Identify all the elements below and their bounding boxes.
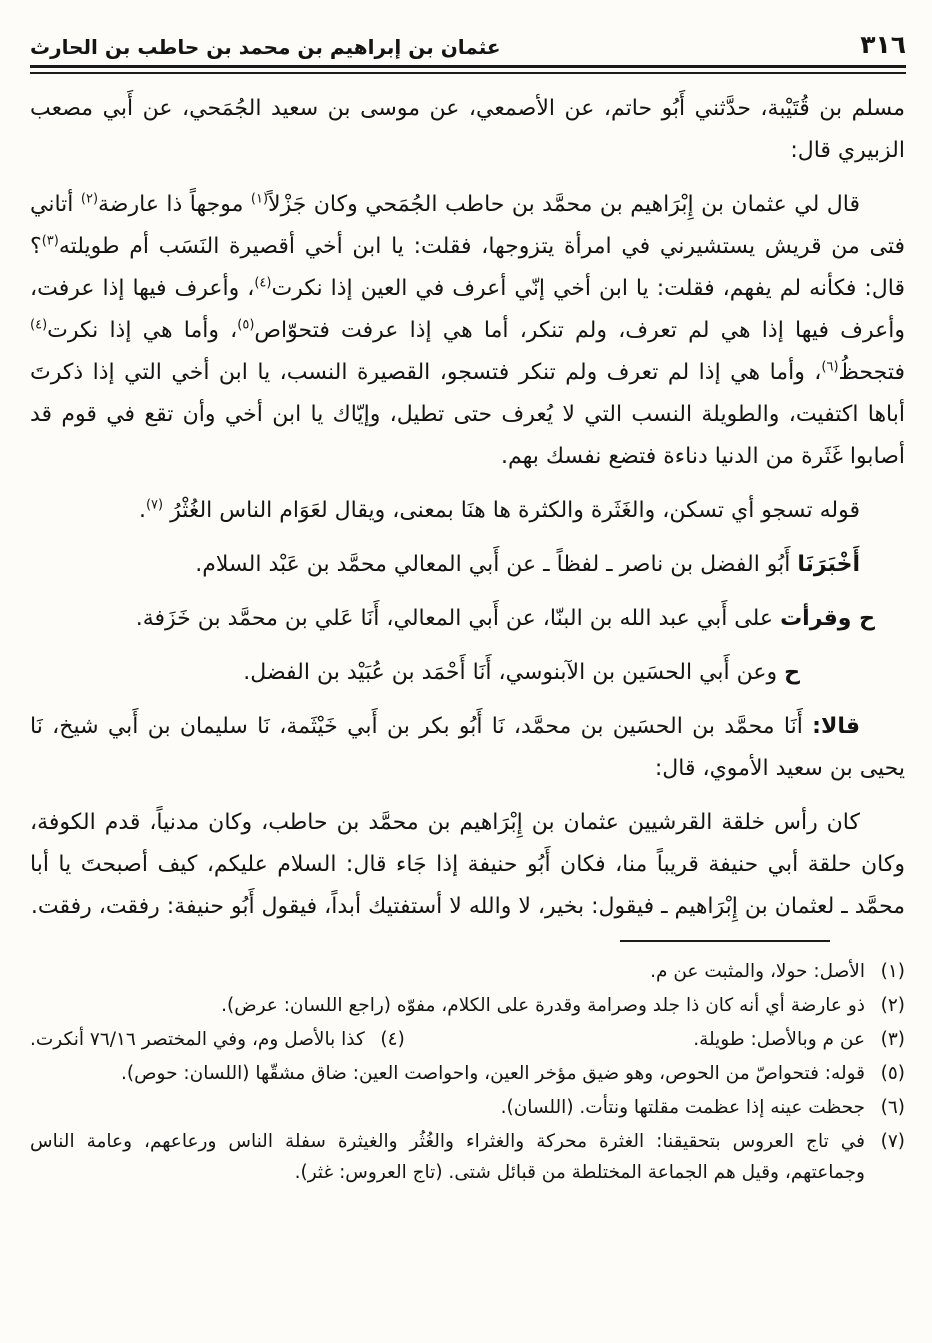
footnote-number: (٤) [380, 1029, 405, 1050]
text-segment: قالا: [812, 714, 860, 739]
footnote-item [30, 956, 905, 987]
text-segment: أَخْبَرَنَا [797, 552, 860, 577]
footnote-number: (١) [880, 961, 905, 982]
footnote-text: قوله: فتحواصّ من الحوص، وهو ضيق مؤخر العين، واحواصت العين: ضاق مشقّها (اللسان: حوص). [121, 1063, 865, 1084]
text-segment: أَنَا محمَّد بن الحسَين بن محمَّد، نَا أَبُو بكر بن أَبي خَيْثَمة، نَا سليمان بن أَبي شيخ، نَا يحيى بن سعيد الأموي، قال: [30, 714, 905, 781]
text-segment: ، وأما هي إذا نكرت [47, 318, 238, 343]
footnote-row [30, 1024, 905, 1055]
footnote-text: ذو عارضة أي أنه كان ذا جلد وصرامة وقدرة على الكلام، مفوّه (راجع اللسان: عرض). [221, 995, 865, 1016]
text-segment: ، وأعرف فيها إذا عرفت، وأعرف فيها إذا هي لم تعرف، ولم تنكر، أما هي إذا عرفت فتحوّاص [30, 276, 905, 343]
footnote-text: عن م وبالأصل: طويلة. [693, 1029, 865, 1050]
footnote-number: (٣) [880, 1029, 905, 1050]
paragraph [30, 490, 905, 532]
footnote-text: جحظت عينه إذا عظمت مقلتها ونتأت. (اللسان). [500, 1097, 865, 1118]
footnote-item [30, 990, 905, 1021]
paragraph [30, 802, 905, 928]
footnote-ref: (٧) [145, 497, 164, 513]
page-number: ٣١٦ [860, 30, 906, 59]
text-segment: ح [784, 660, 800, 685]
footnote-ref: (٣) [41, 233, 59, 249]
text-segment: فتجحظُ [838, 360, 905, 385]
text-segment: ح وقرأت [780, 606, 875, 631]
text-segment: قال لي عثمان بن إِبْرَاهيم بن محمَّد بن حاطب الجُمَحي وكان جَزْلاً [268, 192, 860, 217]
footnote-item [30, 1024, 405, 1055]
header-title: عثمان بن إبراهيم بن محمد بن حاطب بن الحارث [30, 35, 501, 59]
text-segment: قوله تسجو أي تسكن، والغَثَرة والكثرة ها هنَا بمعنى، ويقال لعَوَام الناس الغُثْرُ [163, 498, 860, 523]
paragraph [30, 184, 905, 478]
text-segment: على أَبي عبد الله بن البنّا، عن أَبي المعالي، أَنَا عَلي بن محمَّد بن خَزَفة. [135, 606, 781, 631]
text-segment: ، وأما هي إذا لم تعرف ولم تنكر فتسجو، القصيرة النسب، يا ابن أخي التي إذا ذكرتَ أباها اكتفيت، والطويلة النسب التي لا يُعرف حتى تطيل، وإيّاك يا ابن أخي وأن تقع في قوم قد أصابوا غَثَرة من الدنيا دناءة فتضع نفسك بهم. [30, 360, 905, 469]
footnotes [0, 956, 932, 1188]
paragraph [30, 652, 905, 694]
paragraph [30, 88, 905, 172]
footnote-text: في تاج العروس بتحقيقنا: الغثرة محركة والغثراء والغُثُر والغيثرة سفلة الناس ورعاعهم، وعامة الناس وجماعتهم، وقيل هم الجماعة المختلطة من قبائل شتى. (تاج العروس: غثر). [30, 1131, 865, 1183]
paragraph [30, 706, 905, 790]
footnote-item [30, 1058, 905, 1089]
footnote-ref: (٢) [80, 191, 99, 207]
body-paragraphs [0, 74, 932, 928]
text-segment: أتاني فتى من قريش يستشيرني في امرأة يتزوجها، فقلت: يا ابن أخي أقصيرة النَسَب أم طويلته [30, 192, 905, 259]
page-header [0, 0, 932, 65]
footnote-ref: (٤) [254, 275, 272, 291]
text-segment: أَبُو الفضل بن ناصر ـ لفظاً ـ عن أَبي المعالي محمَّد بن عَبْد السلام. [195, 552, 798, 577]
footnote-item [30, 1126, 905, 1188]
footnote-row [30, 1092, 905, 1123]
footnote-number: (٦) [880, 1097, 905, 1118]
footnote-separator [620, 940, 830, 942]
text-segment: ؟ قال: فكأنه لم يفهم، فقلت: يا ابن أخي إنّي أعرف في العين إذا نكرت [30, 234, 905, 301]
text-segment: وعن أَبي الحسَين بن الآبنوسي، أَنَا أَحْمَد بن عُبَيْد بن الفضل. [243, 660, 785, 685]
text-segment: كان رأس خلقة القرشيين عثمان بن إِبْرَاهيم بن محمَّد بن حاطب، وكان مدنياً، قدم الكوفة، وكان حلقة أبي حنيفة قريباً منا، فكان أَبُو حنيفة إذا جَاء قال: السلام عليكم، كيف أصبحتَ يا أبا محمَّد ـ لعثمان بن إِبْرَاهيم ـ فيقول: بخير، لا والله لا أستفتيك أبداً، فيقول أَبُو حنيفة: رفقت، رفقت. [30, 810, 905, 919]
footnote-ref: (٤) [30, 317, 48, 333]
footnote-ref: (٦) [821, 359, 839, 375]
footnote-number: (٧) [880, 1131, 905, 1152]
footnote-row [30, 956, 905, 987]
footnote-item [693, 1024, 905, 1055]
paragraph [30, 544, 905, 586]
footnote-row [30, 990, 905, 1021]
footnote-ref: (١) [250, 191, 269, 207]
footnote-row [30, 1126, 905, 1188]
footnote-item [30, 1092, 905, 1123]
footnote-text: الأصل: حولا، والمثبت عن م. [650, 961, 865, 982]
footnote-text: كذا بالأصل وم، وفي المختصر ٧٦/١٦ أنكرت. [30, 1029, 365, 1050]
header-rule [30, 65, 906, 74]
footnote-number: (٥) [880, 1063, 905, 1084]
text-segment: مسلم بن قُتَيْبة، حدَّثني أَبُو حاتم، عن الأصمعي، عن موسى بن سعيد الجُمَحي، عن أَبي مصعب الزبيري قال: [30, 96, 905, 163]
paragraph [30, 598, 905, 640]
footnote-ref: (٥) [237, 317, 255, 333]
text-segment: . [138, 498, 146, 523]
footnote-row [30, 1058, 905, 1089]
text-segment: موجهاً ذا عارضة [98, 192, 251, 217]
footnote-number: (٢) [880, 995, 905, 1016]
